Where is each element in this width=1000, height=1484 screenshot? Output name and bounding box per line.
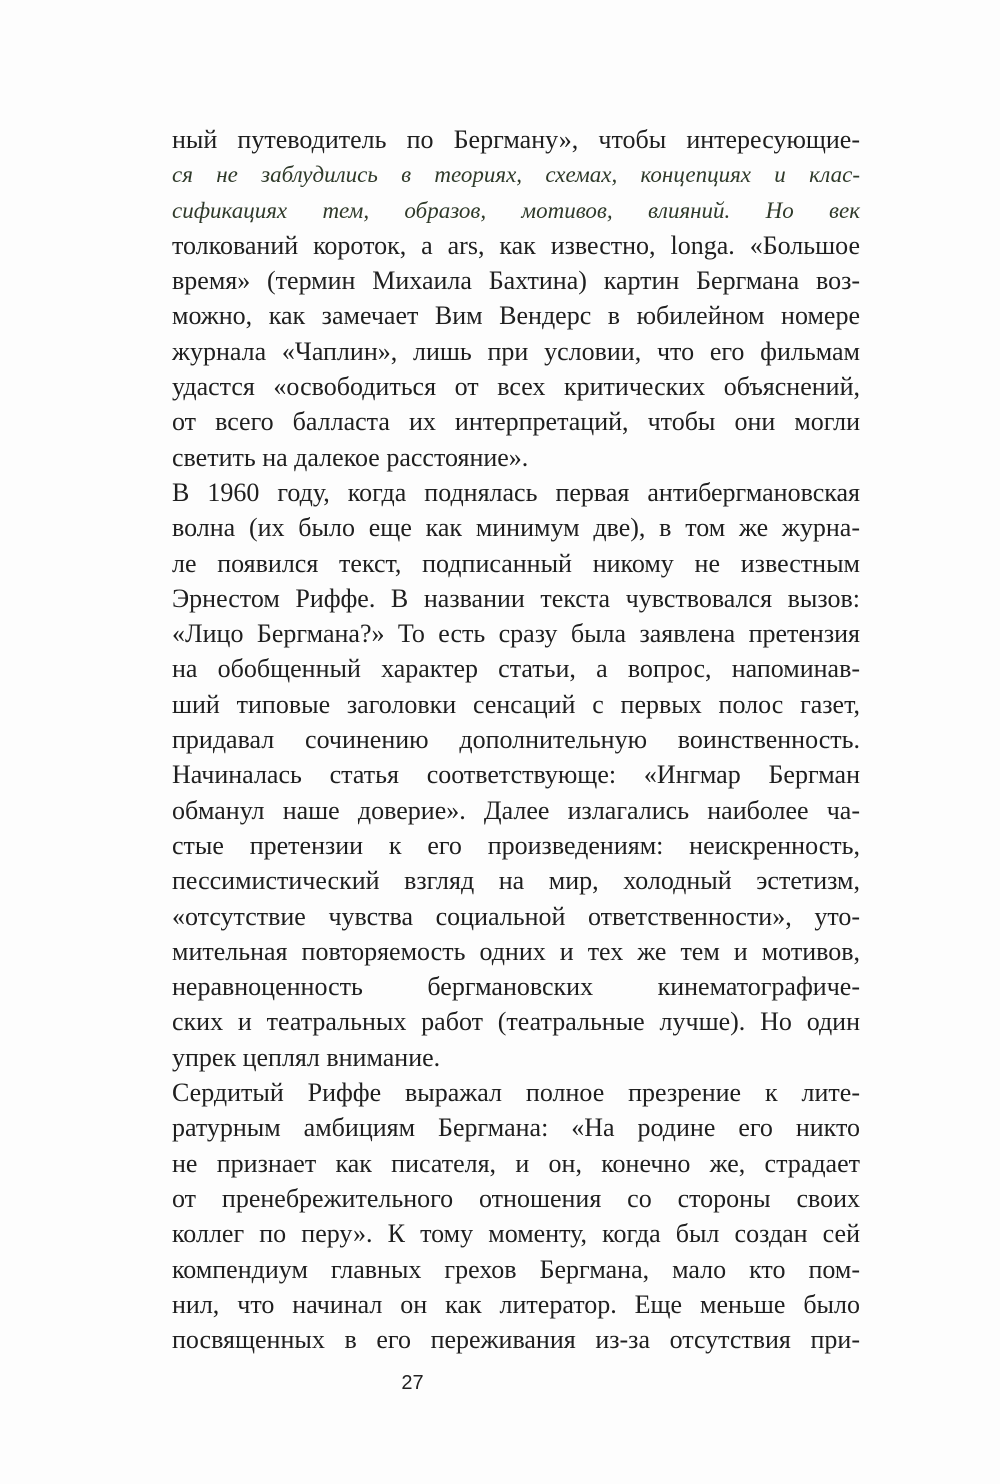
text-line: компендиум главных грехов Бергмана, мало кто пом- [172,1254,860,1284]
text-line: «Лицо Бергмана?» То есть сразу была заявлена претензия [172,619,860,649]
text-line: сификациях тем, образов, мотивов, влияний. Но век [172,197,860,223]
text-line: Эрнестом Риффе. В названии текста чувствовался вызов: [172,583,860,613]
text-line: пессимистический взгляд на мир, холодный эстетизм, [172,866,860,896]
text-line: можно, как замечает Вим Вендерс в юбилейном номере [172,301,860,331]
text-line: ся не заблудились в теориях, схемах, концепциях и клас- [172,162,860,188]
text-line: стые претензии к его произведениям: неискренность, [172,830,860,860]
text-line: светить на далекое расстояние». [172,442,529,472]
text-line: ший типовые заголовки сенсаций с первых полос газет, [172,689,860,719]
text-line: ле появился текст, подписанный никому не известным [172,548,860,578]
text-line: мительная повторяемость одних и тех же тем и мотивов, [172,936,860,966]
text-line: В 1960 году, когда поднялась первая антибергмановская [172,477,860,507]
text-line: придавал сочинению дополнительную воинственность. [172,725,860,755]
text-line: Начиналась статья соответствующе: «Ингмар Бергман [172,760,860,790]
text-line: удастся «освободиться от всех критических объяснений, [172,372,860,402]
page-number: 27 [401,1372,424,1394]
text-line: посвященных в его переживания из-за отсутствия при- [172,1325,860,1355]
text-line: волна (их было еще как минимум две), в том же журна- [172,513,860,543]
text-line: обманул наше доверие». Далее излагались наиболее ча- [172,795,860,825]
text-line: от всего балласта их интерпретаций, чтобы они могли [172,407,860,437]
text-line: ских и театральных работ (театральные лучше). Но один [172,1007,860,1037]
text-line: упрек цеплял внимание. [172,1042,441,1072]
text-line: «отсутствие чувства социальной ответственности», уто- [172,901,860,931]
text-line: толкований короток, а ars, как известно, longa. «Большое [172,230,860,260]
text-line: журнала «Чаплин», лишь при условии, что его фильмам [172,336,860,366]
body-text [172,122,860,1357]
text-line: нил, что начинал он как литератор. Еще меньше было [172,1289,860,1319]
text-line: ный путеводитель по Бергману», чтобы интересующие- [172,125,860,154]
text-line: не признает как писателя, и он, конечно же, страдает [172,1148,860,1178]
text-line: ратурным амбициям Бергмана: «На родине его никто [172,1113,860,1143]
text-line: Сердитый Риффе выражал полное презрение к лите- [172,1078,860,1108]
text-line: коллег по перу». К тому моменту, когда был создан сей [172,1219,860,1249]
text-line: от пренебрежительного отношения со стороны своих [172,1183,860,1213]
text-line: неравноценность бергмановских кинематографиче- [172,972,860,1002]
text-line: на обобщенный характер статьи, а вопрос, напоминав- [172,654,860,684]
text-line: время» (термин Михаила Бахтина) картин Бергмана воз- [172,266,860,296]
